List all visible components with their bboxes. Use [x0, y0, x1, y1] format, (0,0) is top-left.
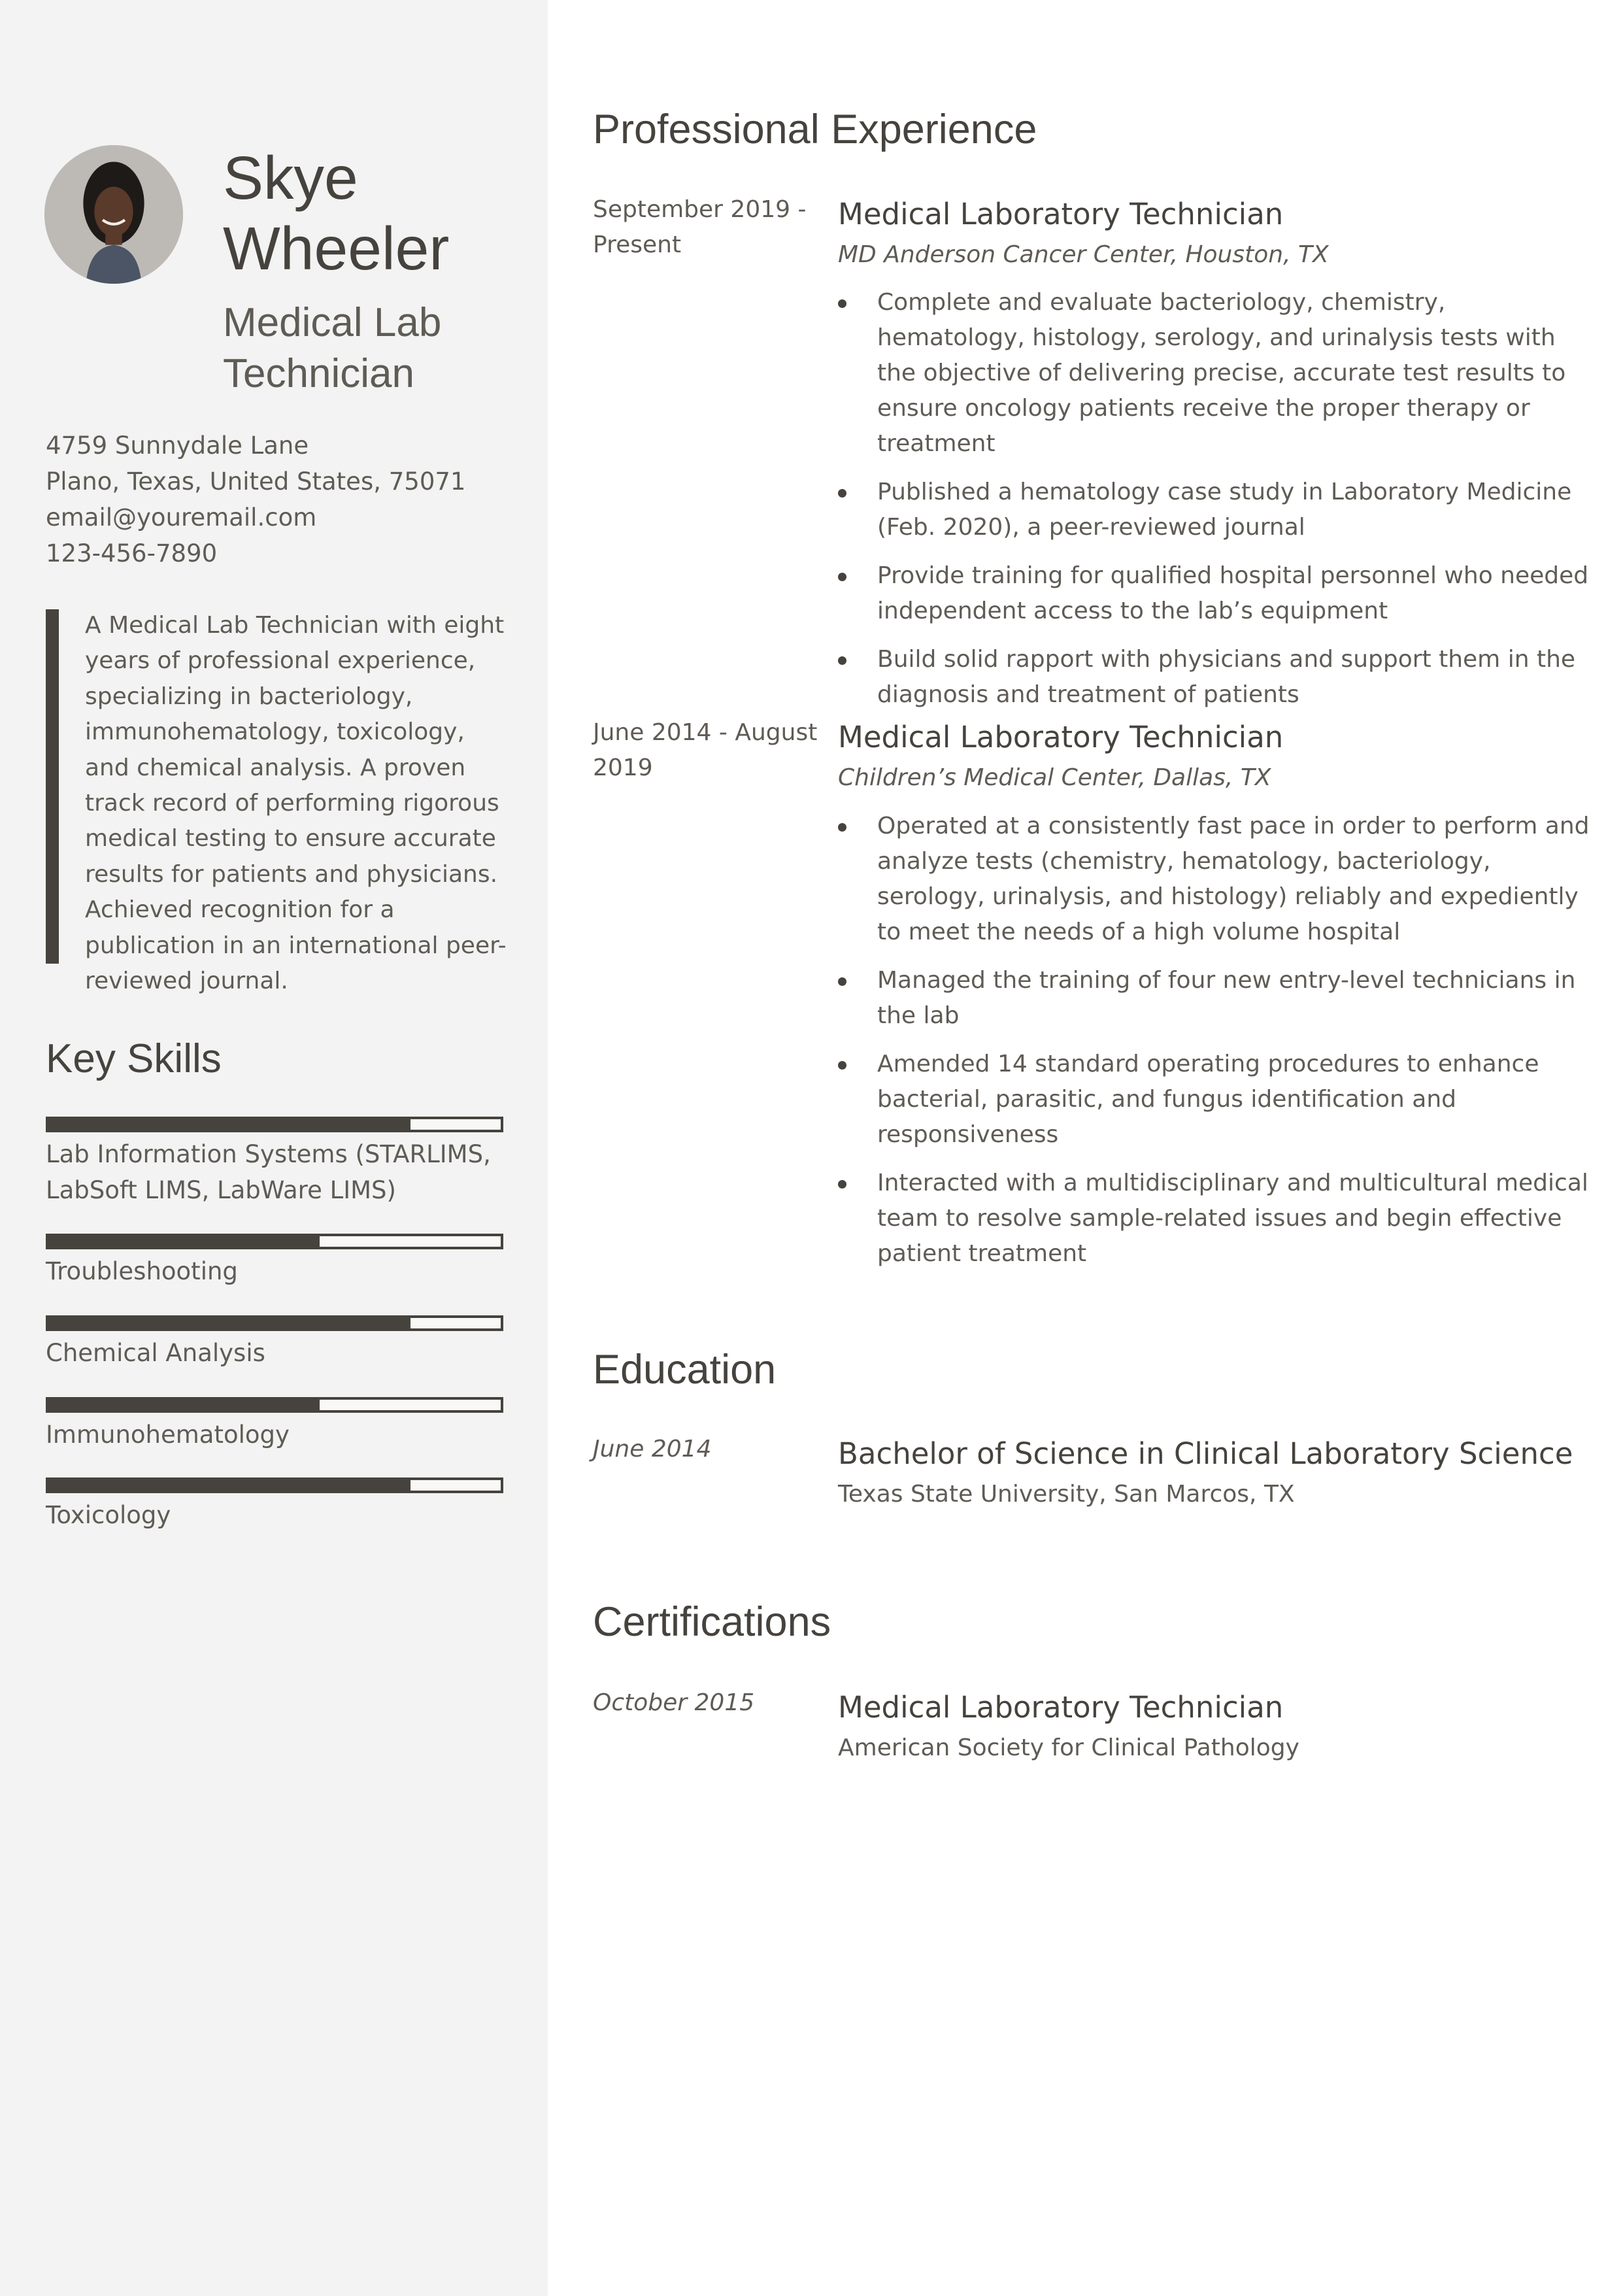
date-line: September 2019 - — [593, 196, 807, 223]
bullet-icon — [838, 489, 846, 498]
skill-label: Toxicology — [46, 1501, 171, 1529]
avatar — [44, 145, 183, 284]
title-line: Technician — [223, 351, 414, 396]
bullet-text: Managed the training of four new entry-level technicians in the lab — [877, 967, 1576, 1029]
date-line: June 2014 - August — [593, 719, 818, 746]
title-line: Medical Lab — [223, 300, 442, 345]
address-line: 4759 Sunnydale Lane — [46, 431, 309, 460]
bullet-icon — [838, 299, 846, 308]
degree: Bachelor of Science in Clinical Laboratory Science — [838, 1436, 1573, 1471]
certifications-heading: Certifications — [593, 1599, 831, 1645]
bullet-text: Provide training for qualified hospital personnel who needed independent access to the lab’s equipment — [877, 562, 1589, 624]
skills-heading: Key Skills — [46, 1036, 222, 1081]
bullet-text: Build solid rapport with physicians and support them in the diagnosis and treatment of patients — [877, 646, 1576, 708]
first-name: Skye — [223, 144, 358, 212]
list-item — [838, 1047, 1590, 1153]
skill-level-bar — [46, 1117, 503, 1132]
date-line: Present — [593, 231, 682, 258]
company: Children’s Medical Center, Dallas, TX — [838, 764, 1271, 791]
skill-label: Immunohematology — [46, 1421, 290, 1449]
skill-level-fill — [48, 1318, 410, 1328]
job-title: Medical Laboratory Technician — [838, 720, 1284, 754]
skill-level-bar — [46, 1477, 503, 1493]
skill-label: Troubleshooting — [46, 1257, 238, 1285]
bullet-icon — [838, 977, 846, 986]
skill-label: Chemical Analysis — [46, 1339, 265, 1367]
skill-level-bar — [46, 1234, 503, 1249]
job-title-heading — [223, 297, 524, 399]
list-item — [838, 642, 1590, 713]
skill-level-fill — [48, 1236, 320, 1247]
last-name: Wheeler — [223, 214, 450, 282]
education-heading: Education — [593, 1347, 777, 1393]
bullet-icon — [838, 823, 846, 832]
school: Texas State University, San Marcos, TX — [838, 1481, 1295, 1508]
list-item — [838, 809, 1590, 950]
address-line: Plano, Texas, United States, 75071 — [46, 467, 466, 496]
education-date: June 2014 — [593, 1436, 712, 1462]
skill-level-fill — [48, 1119, 410, 1130]
candidate-name — [223, 143, 524, 284]
certification-date: October 2015 — [593, 1689, 755, 1716]
list-item — [838, 963, 1590, 1034]
phone: 123-456-7890 — [46, 539, 218, 567]
skill-level-fill — [48, 1400, 320, 1410]
skill-level-bar — [46, 1397, 503, 1413]
bullet-text: Operated at a consistently fast pace in order to perform and analyze tests (chemistry, hematology, bacteriology, serology, urinalysis, and histology) reliably and expediently to meet the needs of a high volume hospital — [877, 813, 1590, 945]
experience-heading: Professional Experience — [593, 107, 1037, 152]
list-item — [838, 558, 1590, 629]
bullet-icon — [838, 1061, 846, 1070]
list-item — [838, 285, 1590, 462]
company: MD Anderson Cancer Center, Houston, TX — [838, 241, 1329, 268]
certification-issuer: American Society for Clinical Pathology — [838, 1734, 1299, 1761]
job-title: Medical Laboratory Technician — [838, 197, 1284, 231]
sidebar — [0, 0, 548, 2296]
bullet-text: Complete and evaluate bacteriology, chemistry, hematology, histology, serology, and urinalysis tests with the objective of delivering precise, accurate test results to ensure oncology patients receive the proper therapy or treatment — [877, 289, 1566, 457]
skill-label-line: Lab Information Systems (STARLIMS, — [46, 1140, 491, 1168]
job-dates — [593, 192, 828, 263]
bullet-icon — [838, 1180, 846, 1189]
list-item — [838, 1166, 1590, 1272]
bullet-icon — [838, 573, 846, 581]
email: email@youremail.com — [46, 503, 317, 532]
date-line: 2019 — [593, 754, 653, 781]
skill-label — [46, 1136, 516, 1208]
certification-name: Medical Laboratory Technician — [838, 1690, 1284, 1725]
contact-info — [46, 428, 516, 571]
bullet-icon — [838, 656, 846, 665]
skill-label-line: LabSoft LIMS, LabWare LIMS) — [46, 1176, 396, 1204]
profile-photo — [44, 145, 183, 284]
bullet-text: Amended 14 standard operating procedures to enhance bacterial, parasitic, and fungus identification and responsiveness — [877, 1051, 1539, 1148]
bullet-text: Interacted with a multidisciplinary and multicultural medical team to resolve sample-related issues and begin effective patient treatment — [877, 1170, 1588, 1267]
skill-level-fill — [48, 1480, 410, 1491]
list-item — [838, 475, 1590, 545]
job-dates — [593, 715, 828, 786]
bullet-text: Published a hematology case study in Laboratory Medicine (Feb. 2020), a peer-reviewed journal — [877, 479, 1572, 541]
job-bullets — [838, 285, 1590, 726]
job-bullets — [838, 809, 1590, 1285]
summary-accent-bar — [46, 609, 59, 964]
summary: A Medical Lab Technician with eight years of professional experience, specializing in bacteriology, immunohematology, toxicology, and chemical analysis. A proven track record of performing rigorous medical testing to ensure accurate results for patients and physicians. Achieved recognition for a publication in an international peer-reviewed journal. — [85, 612, 507, 995]
skill-level-bar — [46, 1315, 503, 1331]
